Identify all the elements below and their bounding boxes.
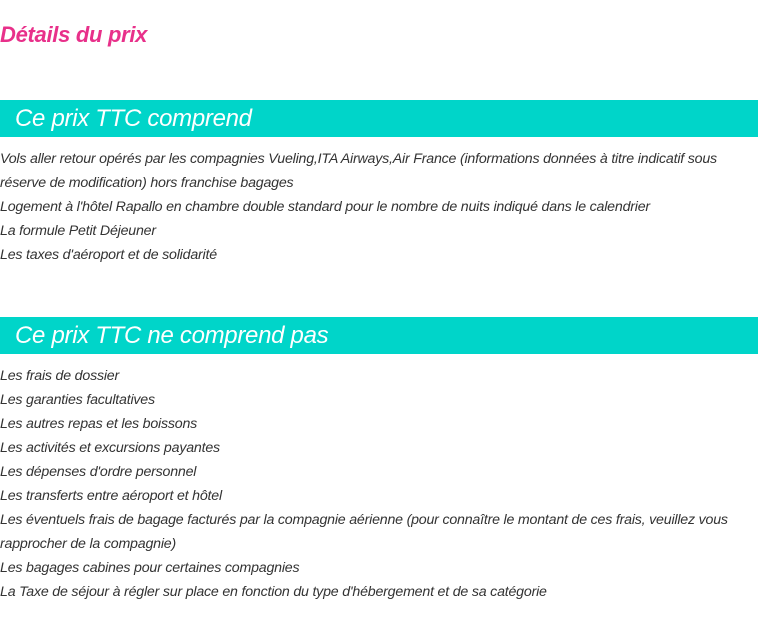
excluded-section-header [0,317,758,354]
included-section-title: Ce prix TTC comprend [15,105,252,132]
excluded-item: Les dépenses d'ordre personnel [0,464,197,480]
excluded-item: Les bagages cabines pour certaines compagnies [0,560,300,576]
excluded-item: Les éventuels frais de bagage facturés par la compagnie aérienne (pour connaître le montant de ces frais, veuillez vous rapprocher de la compagnie) [0,512,728,552]
included-item: La formule Petit Déjeuner [0,223,156,239]
excluded-section-title: Ce prix TTC ne comprend pas [15,322,329,349]
included-item: Vols aller retour opérés par les compagnies Vueling,ITA Airways,Air France (informations données à titre indicatif sous réserve de modification) hors franchise bagages [0,151,717,191]
excluded-item: Les garanties facultatives [0,392,155,408]
included-items-list [0,147,758,267]
page-title: Détails du prix [0,22,148,47]
excluded-item: Les autres repas et les boissons [0,416,198,432]
included-section-header [0,100,758,137]
excluded-item: La Taxe de séjour à régler sur place en fonction du type d'hébergement et de sa catégorie [0,584,547,600]
excluded-item: Les activités et excursions payantes [0,440,220,456]
excluded-item: Les frais de dossier [0,368,120,384]
excluded-items-list [0,364,758,604]
included-item: Logement à l'hôtel Rapallo en chambre double standard pour le nombre de nuits indiqué dans le calendrier [0,199,650,215]
included-item: Les taxes d'aéroport et de solidarité [0,247,217,263]
excluded-item: Les transferts entre aéroport et hôtel [0,488,222,504]
